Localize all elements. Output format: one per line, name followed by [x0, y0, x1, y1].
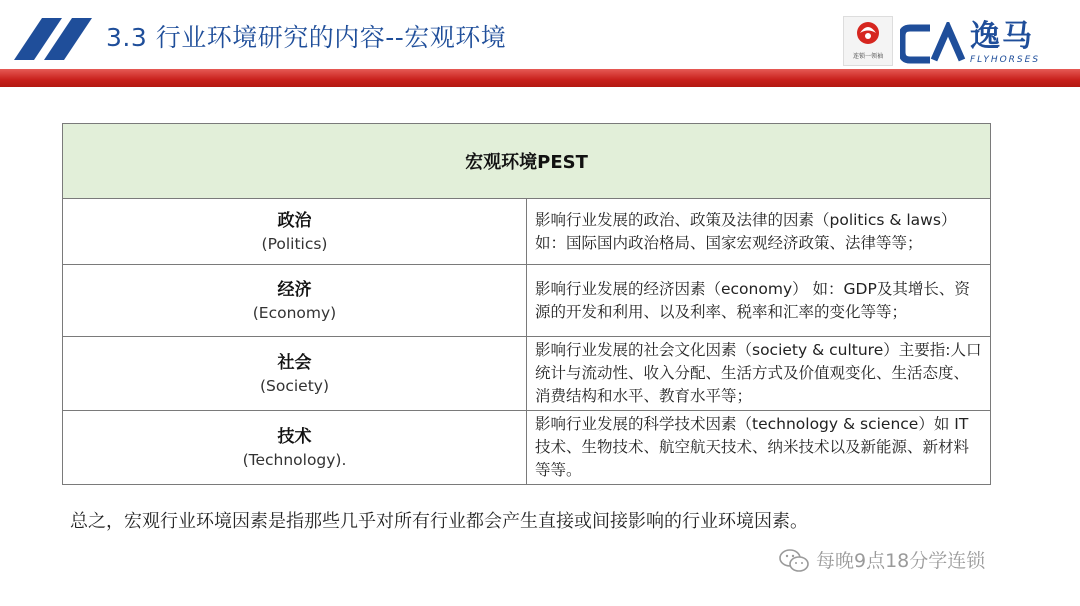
- page-title: 3.3 行业环境研究的内容--宏观环境: [106, 23, 507, 52]
- category-en: (Society): [259, 376, 330, 395]
- category-zh: 经济: [277, 279, 312, 300]
- category-en: (Economy): [252, 303, 337, 322]
- header-accent-bar: [0, 69, 1080, 87]
- table-row: [63, 411, 991, 485]
- category-en: (Politics): [261, 234, 328, 253]
- category-zh: 技术: [277, 426, 312, 447]
- table-row: [63, 265, 991, 337]
- wechat-watermark: [778, 545, 985, 577]
- pest-table-header: 宏观环境PEST: [63, 124, 991, 199]
- summary-text: 总之，宏观行业环境因素是指那些几乎对所有行业都会产生直接或间接影响的行业环境因素。: [70, 511, 808, 532]
- ca-mark-icon: [900, 22, 966, 66]
- description-cell: 影响行业发展的科学技术因素（technology & science）如 IT技术、生物技术、航空航天技术、纳米技术以及新能源、新材料等等。: [527, 411, 991, 485]
- partner-logo: [843, 16, 893, 66]
- category-cell: [63, 337, 527, 411]
- category-zh: 社会: [277, 352, 312, 373]
- brand-logo: [900, 20, 1070, 66]
- category-zh: 政治: [277, 210, 312, 231]
- description-cell: 影响行业发展的经济因素（economy） 如：GDP及其增长、资源的开发和利用、以及利率、税率和汇率的变化等等；: [527, 265, 991, 337]
- category-cell: [63, 265, 527, 337]
- brand-name: 逸马: [970, 19, 1034, 54]
- pest-table: [62, 123, 991, 485]
- category-cell: [63, 411, 527, 485]
- category-cell: [63, 199, 527, 265]
- title-stripes-decoration: [14, 18, 94, 60]
- table-row: [63, 337, 991, 411]
- description-cell: 影响行业发展的社会文化因素（society & culture）主要指:人口统计与流动性、收入分配、生活方式及价值观变化、生活态度、消费结构和水平、教育水平等；: [527, 337, 991, 411]
- table-row: [63, 199, 991, 265]
- wechat-icon: [778, 547, 810, 575]
- swirl-logo-icon: [844, 17, 892, 51]
- partner-logo-text: 连锁一领袖: [852, 53, 883, 60]
- description-cell: 影响行业发展的政治、政策及法律的因素（politics & laws）如：国际国内政治格局、国家宏观经济政策、法律等等；: [527, 199, 991, 265]
- brand-subtitle: FLYHORSES: [970, 55, 1041, 65]
- category-en: (Technology).: [242, 450, 347, 469]
- watermark-text: 每晚9点18分学连锁: [816, 550, 986, 572]
